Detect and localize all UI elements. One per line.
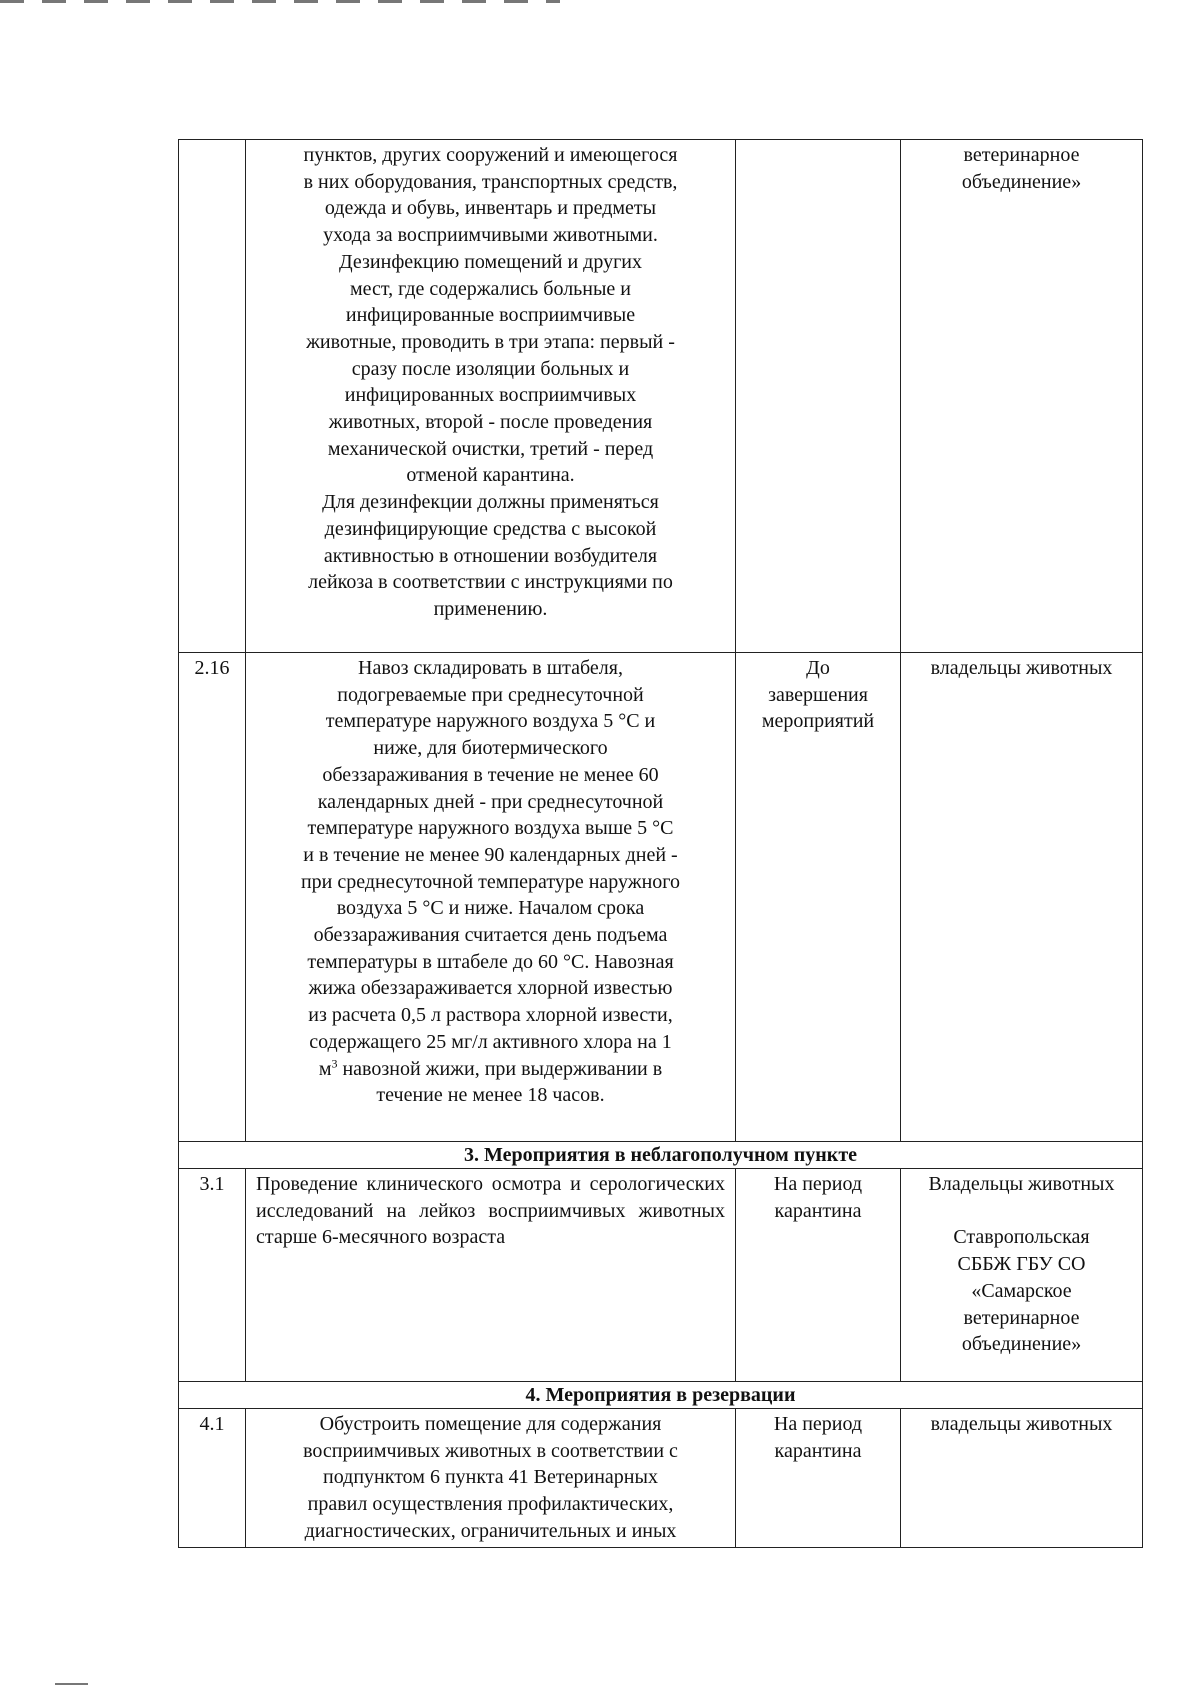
row-description (246, 1409, 736, 1548)
row-responsible (901, 140, 1143, 653)
row-number: 4.1 (179, 1409, 246, 1548)
description-main: Навоз складировать в штабеля, подогреваемые при среднесуточной температуре наружного воздуха 5 °С и ниже, для биотермического обеззараживания в течение не менее 60 календарных дней - при среднесуточной температуре наружного воздуха выше 5 °С и в течение не менее 90 календарных дней - при среднесуточной температуре наружного воздуха 5 °С и ниже. Началом срока обеззараживания считается день подъема температуры в штабеле до 60 °С. Навозная жижа обеззараживается хлорной известью из расчета 0,5 л раствора хлорной извести, содержащего 25 мг/л активного хлора на 1 (300, 657, 681, 1053)
row-number: 3.1 (179, 1169, 246, 1382)
row-description (246, 1169, 736, 1382)
responsible-text: ветеринарное объединение» (961, 144, 1082, 193)
description-text: пунктов, других сооружений и имеющегося в них оборудования, транспортных средств, одежда и обувь, инвентарь и предметы ухода за восприимчивыми животными. Дезинфекцию помещений и других мест, где содержались больные и инфицированные восприимчивые животные, проводить в три этапа: первый - сразу после изоляции больных и инфицированных восприимчивых животных, второй - после проведения механической очистки, третий - перед отменой карантина. Для дезинфекции должны применяться дезинфицирующие средства с высокой активностью в отношении возбудителя лейкоза в соответствии с инструкциями по применению. (303, 144, 678, 620)
row-number (179, 140, 246, 653)
term-text: До завершения мероприятий (761, 657, 875, 733)
section-header-row (179, 1382, 1143, 1409)
term-text: На период карантина (773, 1173, 863, 1222)
row-description (246, 140, 736, 653)
table-row (179, 140, 1143, 653)
responsible-text: Владельцы животных Ставропольская СББЖ ГБУ СО «Самарское ветеринарное объединение» (928, 1173, 1115, 1356)
row-responsible (901, 1169, 1143, 1382)
description-text: Обустроить помещение для содержания восприимчивых животных в соответствии с подпунктом 6 пункта 41 Ветеринарных правил осуществления профилактических, диагностических, ограничительных и иных (303, 1413, 678, 1542)
responsible-text: владельцы животных (930, 657, 1113, 679)
row-term (736, 1169, 901, 1382)
table-row (179, 1409, 1143, 1548)
table-row (179, 653, 1143, 1142)
section-title: 3. Мероприятия в неблагополучном пункте (179, 1142, 1143, 1169)
description-text (256, 655, 725, 1109)
row-term (736, 653, 901, 1142)
row-responsible (901, 1409, 1143, 1548)
table-row (179, 1169, 1143, 1382)
description-text: Проведение клинического осмотра и серологических исследований на лейкоз восприимчивых животных старше 6-месячного возраста (256, 1173, 725, 1249)
row-term (736, 1409, 901, 1548)
section-header-row (179, 1142, 1143, 1169)
term-text: На период карантина (773, 1413, 863, 1462)
row-description (246, 653, 736, 1142)
description-tail: навозной жижи, при выдерживании в течение не менее 18 часов. (342, 1057, 663, 1107)
row-number: 2.16 (179, 653, 246, 1142)
row-responsible (901, 653, 1143, 1142)
row-term (736, 140, 901, 653)
measures-table (178, 139, 1143, 1548)
description-unit-sup: 3 (331, 1055, 338, 1070)
description-unit: м (318, 1057, 332, 1080)
scan-dash-top (0, 0, 560, 3)
responsible-text: владельцы животных (930, 1413, 1113, 1435)
scan-dash-bottom (55, 1683, 88, 1685)
section-title: 4. Мероприятия в резервации (179, 1382, 1143, 1409)
